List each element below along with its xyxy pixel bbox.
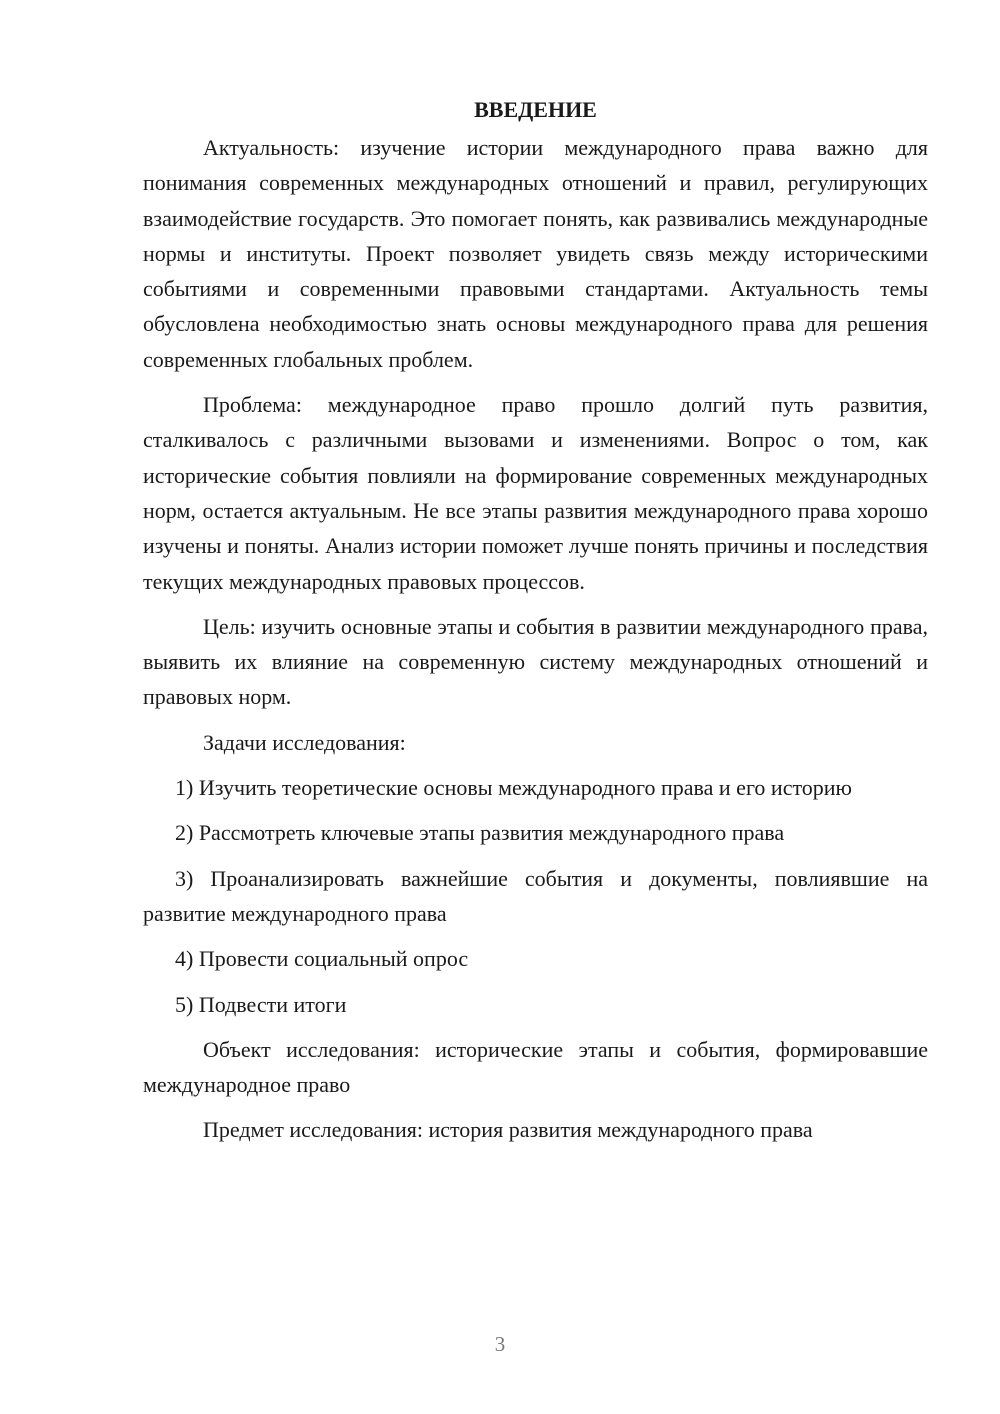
research-subject-paragraph: Предмет исследования: история развития международного права (203, 1117, 813, 1143)
goal-paragraph: Цель: изучить основные этапы и события в развитии международного права, выявить их влияние на современную систему международных отношений и правовых норм. (143, 613, 928, 710)
task-item-1: 1) Изучить теоретические основы международного права и его историю (175, 775, 852, 801)
page-number: 3 (494, 1332, 506, 1356)
task-item-2: 2) Рассмотреть ключевые этапы развития международного права (175, 820, 785, 846)
research-object-paragraph: Объект исследования: исторические этапы и события, формировавшие международное право (143, 1036, 928, 1098)
tasks-heading: Задачи исследования: (203, 729, 406, 755)
task-item-3: 3) Проанализировать важнейшие события и документы, повлиявшие на развитие международного права (143, 865, 928, 926)
page-content (143, 92, 928, 1158)
problem-paragraph: Проблема: международное право прошло долгий путь развития, сталкивалось с различными вызовами и изменениями. Вопрос о том, как исторические события повлияли на формирование современных международных норм, остается актуальным. Не все этапы развития международного права хорошо изучены и поняты. Анализ истории поможет лучше понять причины и последствия текущих международных правовых процессов. (143, 392, 928, 594)
relevance-paragraph: Актуальность: изучение истории международного права важно для понимания современных международных отношений и правил, регулирующих взаимодействие государств. Это помогает понять, как развивались международные нормы и институты. Проект позволяет увидеть связь между историческими событиями и современными правовыми стандартами. Актуальность темы обусловлена необходимостью знать основы международного права для решения современных глобальных проблем. (143, 135, 928, 372)
task-item-5: 5) Подвести итоги (175, 991, 347, 1017)
section-title: ВВЕДЕНИЕ (474, 97, 597, 122)
task-item-4: 4) Провести социальный опрос (175, 946, 469, 972)
